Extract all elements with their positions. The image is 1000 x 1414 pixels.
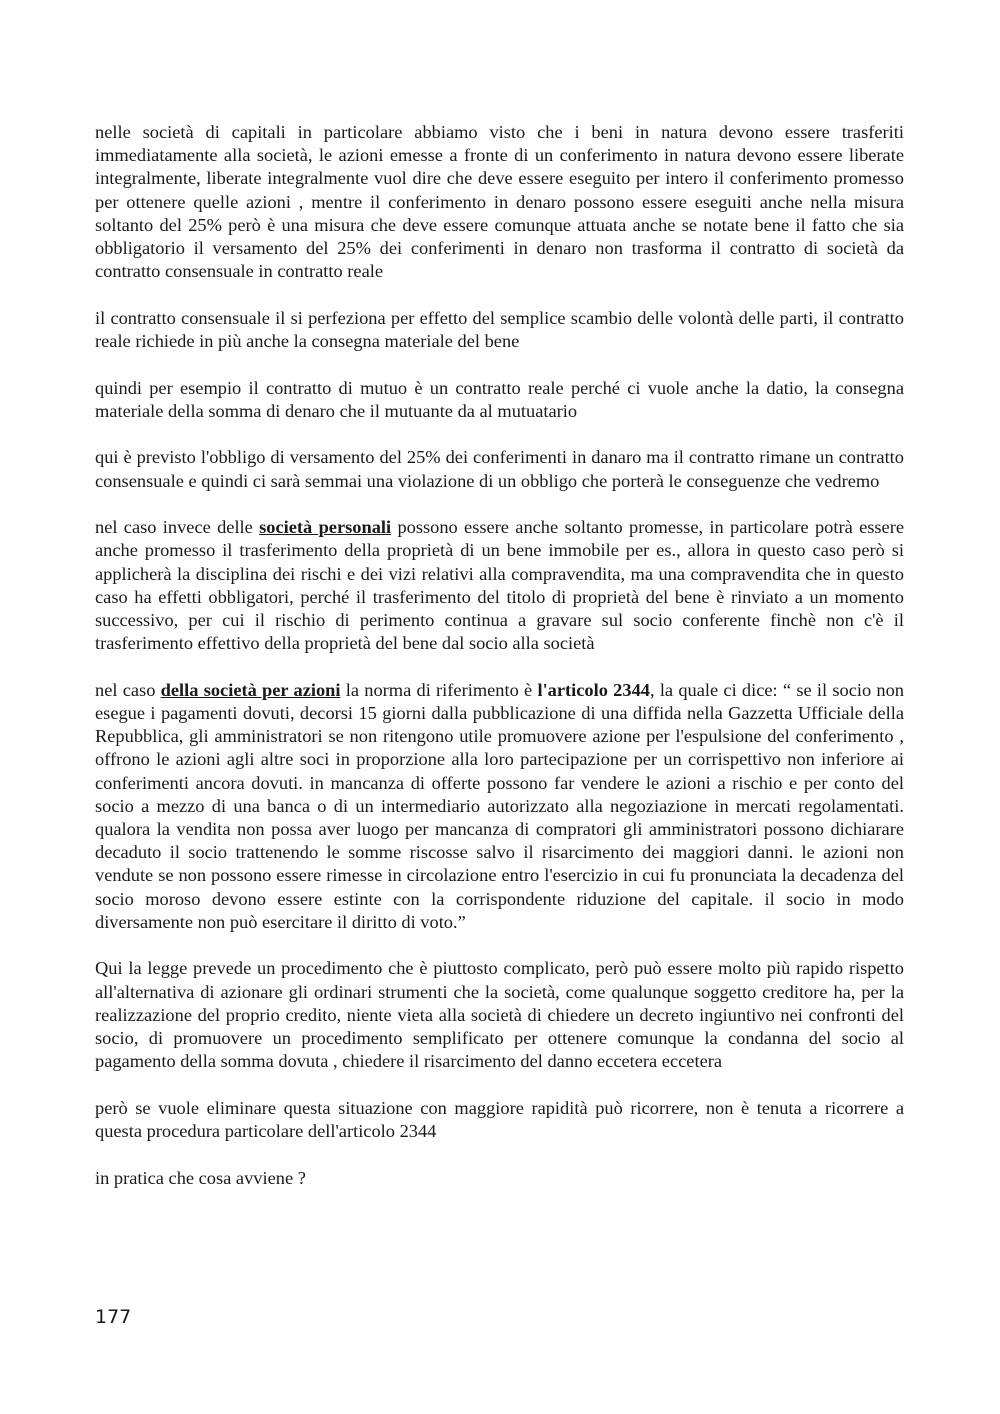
paragraph <box>95 1167 904 1190</box>
article-reference: l'articolo 2344 <box>537 679 650 700</box>
text-segment: Qui la legge prevede un procedimento che è piuttosto complicato, però può essere molto più rapido rispetto all'alternativa di azionare gli ordinari strumenti che la società, come qualunque soggetto creditore ha, per la realizzazione del proprio credito, niente vieta alla società di chiedere un decreto ingiuntivo nei confronti del socio, di promuovere un procedimento semplificato per ottenere comunque la condanna del socio al pagamento della somma dovuta , chiedere il risarcimento del danno eccetera eccetera <box>95 958 904 1072</box>
text-segment: la norma di riferimento è <box>340 679 538 700</box>
paragraph <box>95 679 904 934</box>
paragraph <box>95 377 904 423</box>
emphasis-heading: società personali <box>259 517 392 538</box>
page-number: 177 <box>95 1306 132 1328</box>
text-segment: qui è previsto l'obbligo di versamento del 25% dei conferimenti in danaro ma il contratto rimane un contratto consensuale e quindi ci sarà semmai una violazione di un obbligo che porterà le conseguenze che vedremo <box>95 447 904 491</box>
paragraph <box>95 516 904 655</box>
text-segment: il contratto consensuale il si perfeziona per effetto del semplice scambio delle volontà delle parti, il contratto reale richiede in più anche la consegna materiale del bene <box>95 307 904 352</box>
text-segment: nel caso <box>95 679 161 700</box>
paragraph <box>95 307 904 353</box>
paragraph <box>95 1097 904 1143</box>
emphasis-heading: della società per azioni <box>160 679 341 700</box>
text-segment: quindi per esempio il contratto di mutuo è un contratto reale perché ci vuole anche la datio, la consegna materiale della somma di denaro che il mutuante da al mutuatario <box>95 377 904 421</box>
text-segment: in pratica che cosa avviene ? <box>95 1167 306 1188</box>
text-segment: nel caso invece delle <box>95 517 260 538</box>
paragraph <box>95 121 904 283</box>
paragraph <box>95 957 904 1073</box>
text-segment: però se vuole eliminare questa situazione con maggiore rapidità può ricorrere, non è tenuta a ricorrere a questa procedura particolare dell'articolo 2344 <box>95 1097 904 1142</box>
text-segment: , la quale ci dice: “ se il socio non esegue i pagamenti dovuti, decorsi 15 giorni dalla pubblicazione di una diffida nella Gazzetta Ufficiale della Repubblica, gli amministratori se non ritengono utile promuovere azione per l'espulsione del conferimento , offrono le azioni agli altre soci in proporzione alla loro partecipazione per un corrispettivo non inferiore ai conferimenti ancora dovuti. in mancanza di offerte possono far vendere le azioni a rischio e per conto del socio a mezzo di una banca o di un intermediario autorizzato alla negoziazione in mercati regolamentati. qualora la vendita non possa aver luogo per mancanza di compratori gli amministratori possono dichiarare decaduto il socio trattenendo le somme riscosse salvo il risarcimento dei maggiori danni. le azioni non vendute se non possono essere rimesse in circolazione entro l'esercizio in cui fu pronunciata la decadenza del socio moroso devono essere estinte con la corrispondente riduzione del capitale. il socio in modo diversamente non può esercitare il diritto di voto.” <box>95 679 905 932</box>
text-segment: nelle società di capitali in particolare abbiamo visto che i beni in natura devono essere trasferiti immediatamente alla società, le azioni emesse a fronte di un conferimento in natura devono essere liberate integralmente, liberate integralmente vuol dire che deve essere eseguito per intero il conferimento promesso per ottenere quelle azioni , mentre il conferimento in denaro possono essere eseguiti anche nella misura soltanto del 25% però è una misura che deve essere comunque attuata anche se notate bene il fatto che sia obbligatorio il versamento del 25% dei conferimenti in denaro non trasforma il contratto di società da contratto consensuale in contratto reale <box>95 122 904 282</box>
document-body <box>95 121 904 1190</box>
text-segment: possono essere anche soltanto promesse, in particolare potrà essere anche promesso il trasferimento della proprietà di un bene immobile per es., allora in questo caso però si applicherà la disciplina dei rischi e dei vizi relativi alla compravendita, ma una compravendita che in questo caso ha effetti obbligatori, perché il trasferimento del titolo di proprietà del bene è rinviato a un momento successivo, per cui il rischio di perimento continua a gravare sul socio conferente finchè non c'è il trasferimento effettivo della proprietà del bene dal socio alla società <box>95 517 904 654</box>
paragraph <box>95 446 904 492</box>
